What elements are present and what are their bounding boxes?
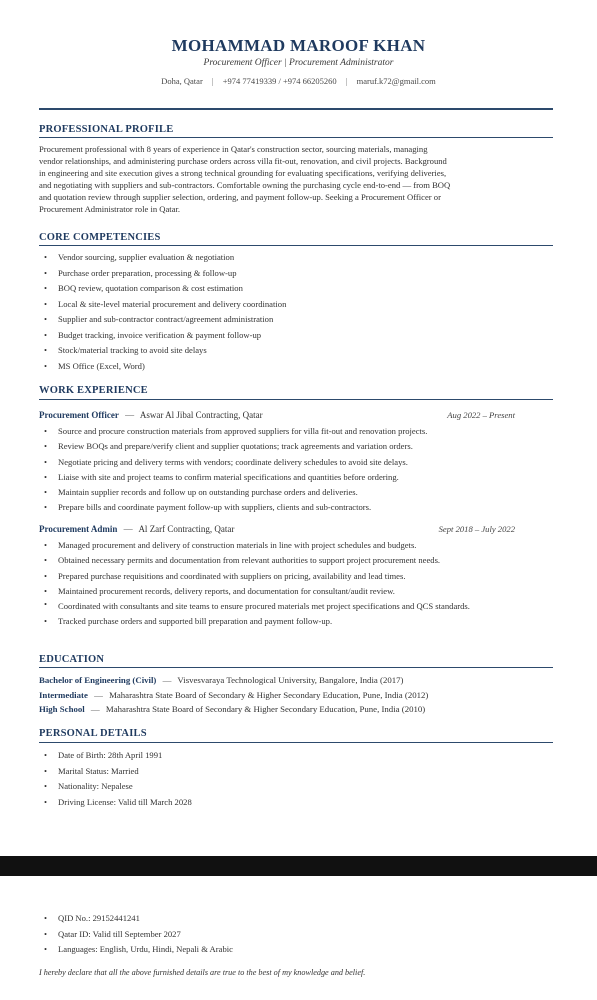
education-separator: — [94,689,103,700]
education-degree: Intermediate [39,689,88,700]
education-degree: High School [39,704,85,714]
job-bullet: • Coordinated with consultants and site teams to ensure procured materials met project specifications and QCS standards. [39,599,559,614]
job-title: Procurement Admin [39,524,118,534]
section-divider [39,742,553,743]
job-bullet: • Source and procure construction materials from approved suppliers for villa fit-out and renovation projects. [39,424,559,439]
contact-separator: | [211,76,214,86]
personal-item: • Driving License: Valid till March 2028 [39,795,553,811]
section-divider [39,137,553,138]
education-list [39,673,428,717]
job-bullets [39,424,559,516]
personal-item: • Nationality: Nepalese [39,779,553,795]
job-bullet: • Review BOQs and prepare/verify client and supplier quotations; track agreements and variation orders. [39,439,559,454]
section-divider [39,667,553,668]
personal-item: • Languages: English, Urdu, Hindi, Nepali & Arabic [39,942,553,958]
education-year: (2012) [404,689,429,700]
job-bullet: • Liaise with site and project teams to confirm material specifications and quantities before ordering. [39,470,559,485]
section-divider [39,399,553,400]
education-item [39,688,428,703]
profile-line: vendor relationships, and administering purchase orders across villa fit-out, renovation, and civil projects. Background [39,156,447,166]
competency-item: • Local & site-level material procurement and delivery coordination [39,297,553,313]
job-header [39,524,515,534]
contact-phone: +974 77419339 / +974 66205260 [222,76,337,86]
job-company: Aswar Al Jibal Contracting, Qatar [139,410,263,420]
education-separator: — [162,675,172,685]
profile-line: in engineering and site execution gives a strong technical grounding for evaluating specifications, verifying deliveries, [39,168,447,178]
job-separator: — [125,410,135,420]
personal-item: • Marital Status: Married [39,764,553,780]
job-bullet: • Tracked purchase orders and supported bill preparation and payment follow-up. [39,614,559,629]
competencies-list [39,250,553,374]
competency-item: • Budget tracking, invoice verification & payment follow-up [39,328,553,344]
competency-item: • Purchase order preparation, processing & follow-up [39,266,553,282]
job-bullet: • Prepared purchase requisitions and coordinated with suppliers on pricing, availability and lead times. [39,569,559,584]
header-divider [39,108,553,110]
job-dates: Sept 2018 – July 2022 [438,524,515,534]
competency-item: • BOQ review, quotation comparison & cost estimation [39,281,553,297]
page-break-band [0,856,597,876]
personal-item: • QID No.: 29152441241 [39,911,553,927]
competency-item: • Stock/material tracking to avoid site delays [39,343,553,359]
competency-item: • MS Office (Excel, Word) [39,359,553,375]
section-title-experience: WORK EXPERIENCE [39,385,148,396]
declaration-text: I hereby declare that all the above furnished details are true to the best of my knowledge and belief. [39,968,366,977]
job-header [39,410,515,420]
section-title-competencies: CORE COMPETENCIES [39,232,161,243]
job-bullet: • Prepare bills and coordinate payment follow-up with suppliers, clients and sub-contractors. [39,500,559,515]
contact-line [0,76,597,86]
contact-location: Doha, Qatar [161,76,203,86]
section-title-personal: PERSONAL DETAILS [39,728,147,739]
personal-list-continued [39,911,553,958]
personal-item: • Qatar ID: Valid till September 2027 [39,927,553,943]
job-bullet: • Obtained necessary permits and documentation from relevant authorities to support project procurement needs. [39,553,559,568]
education-degree: Bachelor of Engineering (Civil) [39,675,157,685]
personal-list [39,748,553,810]
profile-line: and negotiating with suppliers and sub-contractors. Comfortable owning the purchasing cycle end-to-end — from BOQ [39,180,451,190]
profile-line: and quotation review through supplier selection, ordering, and payment follow-up. Seeking a Procurement Officer or [39,192,441,202]
education-year: (2010) [401,704,426,714]
candidate-name: MOHAMMAD MAROOF KHAN [171,36,426,55]
job-dates: Aug 2022 – Present [447,410,515,420]
education-item [39,702,428,717]
contact-email: maruf.k72@gmail.com [356,76,436,86]
education-institution: Maharashtra State Board of Secondary & Higher Secondary Education, Pune, India [109,689,403,700]
contact-separator: | [345,76,348,86]
job-bullet: • Negotiate pricing and delivery terms with vendors; coordinate delivery schedules to avoid site delays. [39,455,559,470]
competency-item: • Supplier and sub-contractor contract/agreement administration [39,312,553,328]
job-company: Al Zarf Contracting, Qatar [138,524,235,534]
personal-item: • Date of Birth: 28th April 1991 [39,748,553,764]
job-bullet: • Managed procurement and delivery of construction materials in line with project schedules and budgets. [39,538,559,553]
education-year: (2017) [380,675,404,685]
job-separator: — [123,524,133,534]
competency-item: • Vendor sourcing, supplier evaluation & negotiation [39,250,553,266]
job-bullet: • Maintained procurement records, delivery reports, and documentation for consultant/audit review. [39,584,559,599]
job-title: Procurement Officer [39,410,119,420]
section-divider [39,245,553,246]
profile-line: Procurement professional with 8 years of experience in Qatar's construction sector, sourcing materials, managing [39,144,428,154]
section-title-education: EDUCATION [39,654,105,665]
education-separator: — [90,704,100,714]
profile-summary [39,143,553,215]
education-institution: Maharashtra State Board of Secondary & Higher Secondary Education, Pune, India [105,704,400,714]
profile-line: Procurement Administrator role in Qatar. [39,204,181,214]
job-bullets [39,538,559,629]
education-item [39,673,428,688]
education-institution: Visvesvaraya Technological University, Bangalore, India [177,675,378,685]
job-bullet: • Maintain supplier records and follow up on outstanding purchase orders and deliveries. [39,485,559,500]
candidate-subtitle: Procurement Officer | Procurement Administrator [203,58,394,68]
section-title-profile: PROFESSIONAL PROFILE [39,124,174,135]
